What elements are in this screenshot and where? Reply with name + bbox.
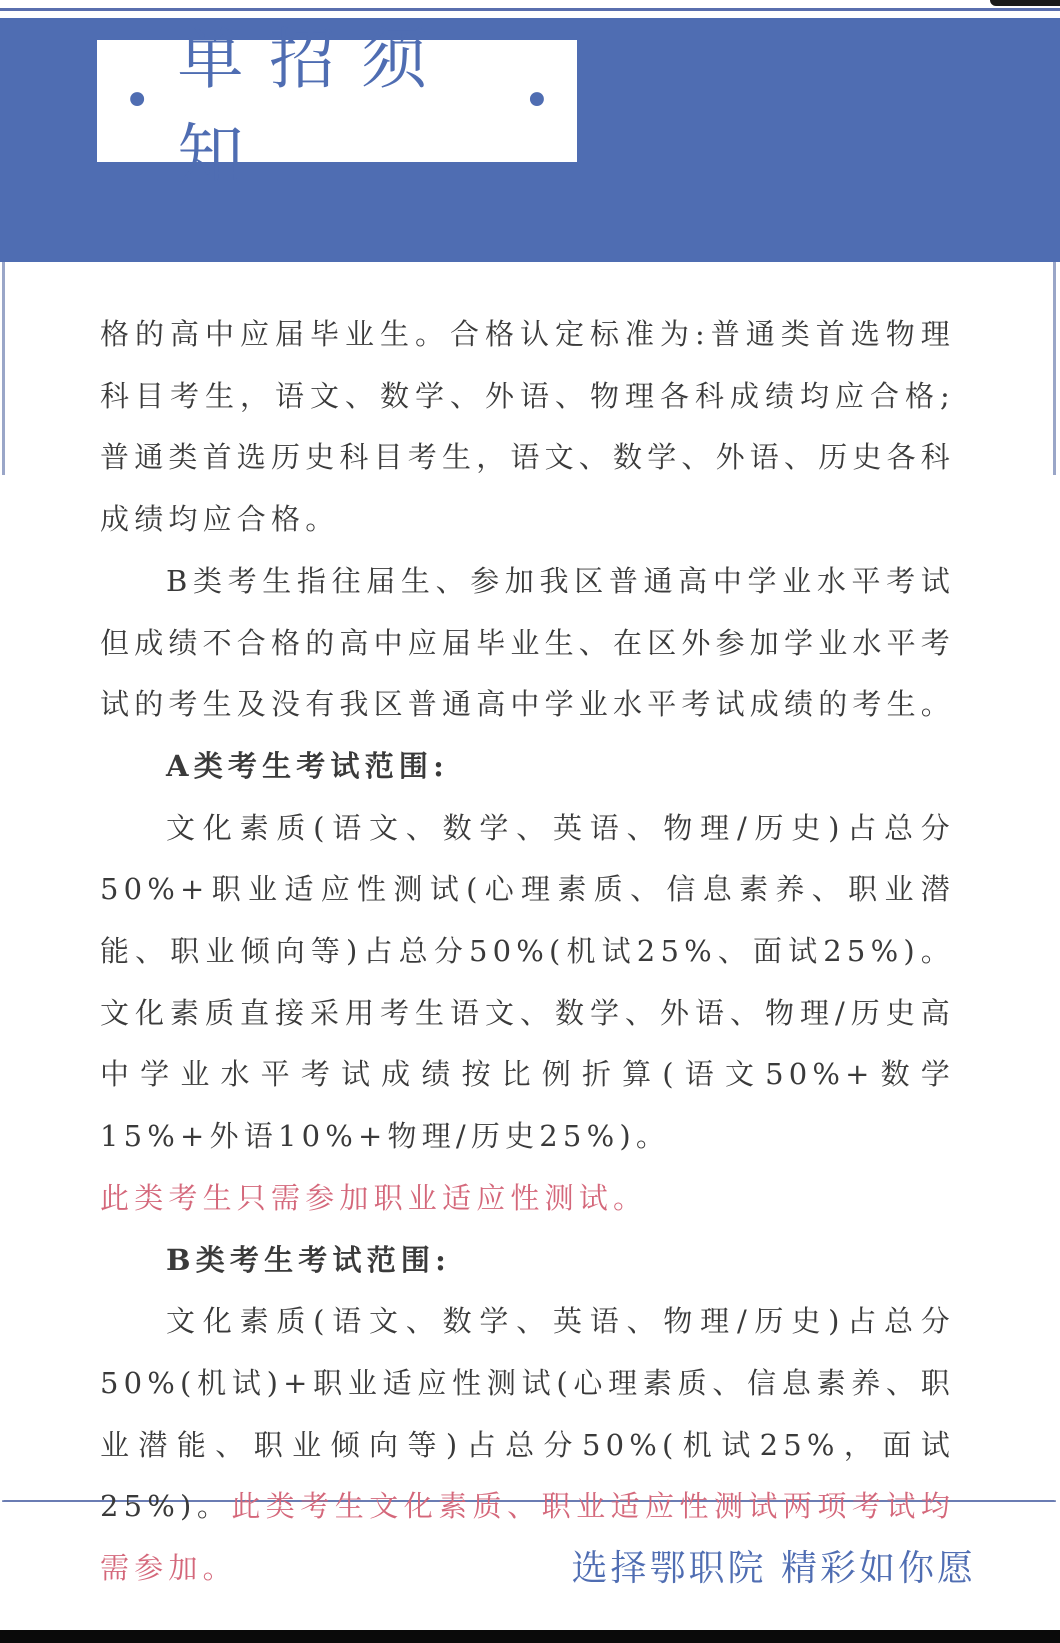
page-title-box bbox=[97, 21, 577, 193]
heading-a-scope: A类考生考试范围: bbox=[166, 748, 450, 783]
top-notch bbox=[990, 0, 1060, 6]
b-scope-note: 此类考生文化素质、职业适应性测试两项考试均需参加。 bbox=[100, 1489, 955, 1586]
b-scope-body: 文化素质(语文、数学、英语、物理/历史)占总分50%(机试)+职业适应性测试(心理素质、信息素养、职业潜能、职业倾向等)占总分50%(机试25%，面试25%)。 bbox=[100, 1304, 955, 1524]
footer-slogan: 选择鄂职院 精彩如你愿 bbox=[571, 1548, 976, 1589]
bottom-bar bbox=[0, 1630, 1060, 1643]
a-scope-note: 此类考生只需参加职业适应性测试。 bbox=[100, 1180, 648, 1215]
top-strip bbox=[0, 0, 1060, 11]
notice-content bbox=[100, 304, 955, 1600]
heading-b-scope: B类考生考试范围: bbox=[166, 1242, 452, 1277]
a-scope-body: 文化素质(语文、数学、英语、物理/历史)占总分50%+职业适应性测试(心理素质、信息素养、职业潜能、职业倾向等)占总分50%(机试25%、面试25%)。文化素质直接采用考生语文、数学、外语、物理/历史高中学业水平考试成绩按比例折算(语文50%+数学15%+外语10%+物理/历史25%)。 bbox=[100, 810, 955, 1154]
paragraph-a-note bbox=[100, 1168, 955, 1230]
title-dot-right: • bbox=[522, 73, 551, 129]
paragraph-a-standard: 格的高中应届毕业生。合格认定标准为:普通类首选物理科目考生，语文、数学、外语、物理各科成绩均应合格;普通类首选历史科目考生，语文、数学、外语、历史各科成绩均应合格。 bbox=[100, 317, 956, 537]
paragraph-a-scope bbox=[100, 798, 955, 1168]
paragraph-b-definition: B类考生指往届生、参加我区普通高中学业水平考试但成绩不合格的高中应届毕业生、在区外参加学业水平考试的考生及没有我区普通高中学业水平考试成绩的考生。 bbox=[100, 563, 956, 722]
page-title: 单招须知 bbox=[177, 21, 454, 193]
title-dot-left: • bbox=[123, 73, 152, 129]
header-band bbox=[0, 18, 1060, 262]
